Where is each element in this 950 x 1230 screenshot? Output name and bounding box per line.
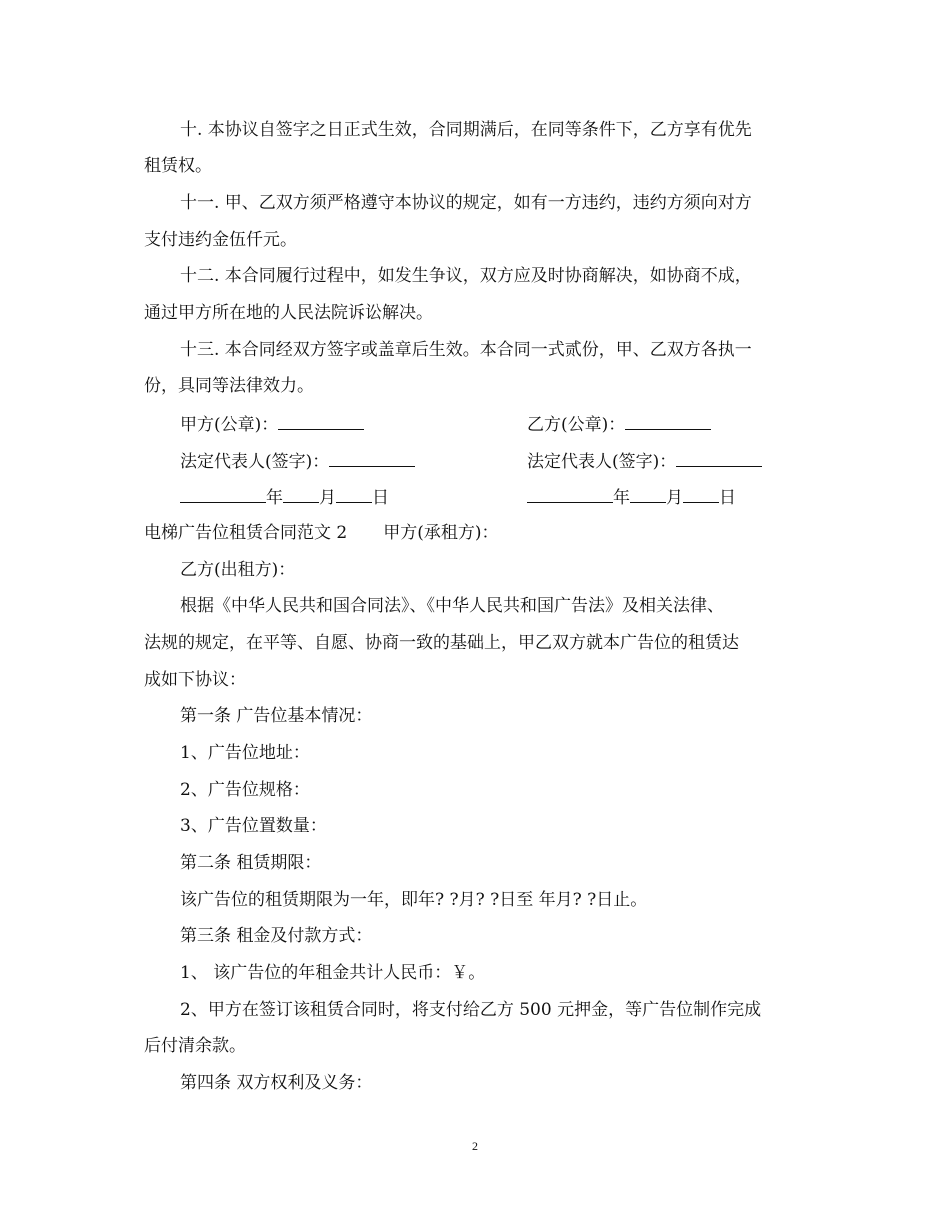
date-a-year-label: 年 xyxy=(266,488,283,508)
date-a-month-blank xyxy=(283,487,319,503)
rep-a-blank xyxy=(329,451,415,467)
intro-line-3: 成如下协议： xyxy=(144,670,246,690)
clause-13-line-2: 份，具同等法律效力。 xyxy=(144,376,314,396)
lessee-label: 甲方(承租方)： xyxy=(383,523,499,543)
rep-b-blank xyxy=(676,451,762,467)
article-4-heading: 第四条 双方权利及义务： xyxy=(180,1073,373,1093)
second-contract-title-line xyxy=(144,524,812,543)
clause-10-line-1: 十. 本协议自签字之日正式生效，合同期满后，在同等条件下，乙方享有优先 xyxy=(180,120,752,140)
article-1-item-2: 2、广告位规格： xyxy=(180,780,310,800)
clause-12-line-2: 通过甲方所在地的人民法院诉讼解决。 xyxy=(144,303,433,323)
party-b-seal-blank xyxy=(625,414,711,430)
date-a-month-label: 月 xyxy=(319,488,336,508)
intro-line-1: 根据《中华人民共和国合同法》、《中华人民共和国广告法》及相关法律、 xyxy=(180,596,724,616)
date-b-month-blank xyxy=(630,487,666,503)
date-a-day-blank xyxy=(336,487,372,503)
article-3-heading: 第三条 租金及付款方式： xyxy=(180,926,373,946)
date-b-year-blank xyxy=(527,487,613,503)
date-b-day-label: 日 xyxy=(719,488,736,508)
article-3-item-2-line-1: 2、甲方在签订该租赁合同时，将支付给乙方 500 元押金，等广告位制作完成 xyxy=(180,1000,762,1020)
clause-11-line-2: 支付违约金伍仟元。 xyxy=(144,230,297,250)
party-b-seal-label: 乙方(公章)： xyxy=(527,415,626,435)
clause-10-line-2: 租赁权。 xyxy=(144,156,212,176)
date-b-month-label: 月 xyxy=(666,488,683,508)
intro-line-2: 法规的规定，在平等、自愿、协商一致的基础上，甲乙双方就本广告位的租赁达 xyxy=(144,633,739,653)
party-a-seal-blank xyxy=(278,414,364,430)
party-a-seal-label: 甲方(公章)： xyxy=(180,415,279,435)
date-b-line xyxy=(527,487,736,508)
article-3-item-2-line-2: 后付清余款。 xyxy=(144,1036,246,1056)
article-2-heading: 第二条 租赁期限： xyxy=(180,853,322,873)
date-a-year-blank xyxy=(180,487,266,503)
page-number: 2 xyxy=(472,1139,478,1153)
article-1-item-3: 3、广告位置数量： xyxy=(180,816,327,836)
second-contract-title: 电梯广告位租赁合同范文 2 xyxy=(144,523,348,543)
date-a-line xyxy=(180,487,848,508)
article-1-heading: 第一条 广告位基本情况： xyxy=(180,706,373,726)
date-a-day-label: 日 xyxy=(372,488,389,508)
date-b-year-label: 年 xyxy=(613,488,630,508)
date-b-day-blank xyxy=(683,487,719,503)
rep-b-label: 法定代表人(签字)： xyxy=(527,452,677,472)
lessor-label: 乙方(出租方)： xyxy=(180,560,296,580)
party-b-seal-line xyxy=(527,414,711,435)
party-a-seal-line xyxy=(180,414,848,435)
clause-13-line-1: 十三. 本合同经双方签字或盖章后生效。本合同一式贰份，甲、乙双方各执一 xyxy=(180,340,752,360)
clause-12-line-1: 十二. 本合同履行过程中，如发生争议，双方应及时协商解决，如协商不成， xyxy=(180,266,752,286)
rep-b-line xyxy=(527,451,762,472)
article-3-item-1: 1、 该广告位的年租金共计人民币：￥。 xyxy=(180,963,486,983)
rep-a-label: 法定代表人(签字)： xyxy=(180,452,330,472)
article-2-text: 该广告位的租赁期限为一年，即年? ?月? ?日至 年月? ?日止。 xyxy=(180,890,648,910)
article-1-item-1: 1、广告位地址： xyxy=(180,743,310,763)
clause-11-line-1: 十一. 甲、乙双方须严格遵守本协议的规定，如有一方违约，违约方须向对方 xyxy=(180,193,752,213)
